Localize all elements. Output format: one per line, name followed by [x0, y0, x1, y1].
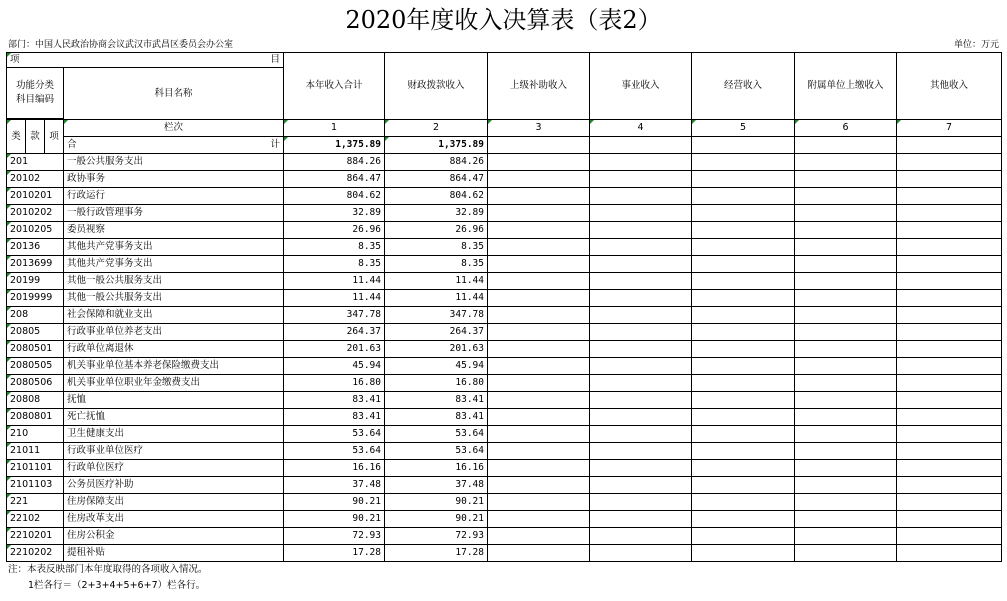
- header-row-lanci: [7, 120, 1002, 137]
- row-value-col-7: [897, 307, 1002, 324]
- row-value-col-4: [590, 154, 692, 171]
- row-name: 其他一般公共服务支出: [64, 290, 284, 307]
- row-value-col-3: [488, 256, 590, 273]
- colnum-7: 7: [897, 120, 1002, 137]
- row-value-col-7: [897, 188, 1002, 205]
- row-name: 死亡抚恤: [64, 409, 284, 426]
- row-value-col-2: 16.80: [385, 375, 488, 392]
- row-value-col-6: [795, 290, 897, 307]
- row-code: 2101101: [7, 460, 64, 477]
- row-value-col-1: 264.37: [284, 324, 385, 341]
- row-value-col-7: [897, 528, 1002, 545]
- row-value-col-6: [795, 426, 897, 443]
- row-code: 20102: [7, 171, 64, 188]
- table-row: [7, 205, 1002, 222]
- row-code: 20808: [7, 392, 64, 409]
- row-value-col-1: 8.35: [284, 256, 385, 273]
- table-row: [7, 222, 1002, 239]
- table-row: [7, 171, 1002, 188]
- row-value-col-4: [590, 494, 692, 511]
- row-value-col-5: [692, 392, 795, 409]
- row-value-col-7: [897, 460, 1002, 477]
- row-value-col-5: [692, 341, 795, 358]
- row-value-col-3: [488, 324, 590, 341]
- row-value-col-4: [590, 273, 692, 290]
- row-value-col-2: 884.26: [385, 154, 488, 171]
- row-name: 其他一般公共服务支出: [64, 273, 284, 290]
- row-value-col-1: 53.64: [284, 443, 385, 460]
- row-value-col-6: [795, 154, 897, 171]
- header-col-6: 附属单位上缴收入: [795, 53, 897, 120]
- table-row: [7, 307, 1002, 324]
- row-code: 2010201: [7, 188, 64, 205]
- row-value-col-5: [692, 460, 795, 477]
- row-name: 住房公积金: [64, 528, 284, 545]
- row-value-col-6: [795, 460, 897, 477]
- row-value-col-7: [897, 171, 1002, 188]
- row-value-col-7: [897, 545, 1002, 562]
- row-value-col-1: 864.47: [284, 171, 385, 188]
- row-name: 行政单位医疗: [64, 460, 284, 477]
- row-value-col-5: [692, 511, 795, 528]
- row-value-col-2: 8.35: [385, 239, 488, 256]
- total-value-7: [897, 137, 1002, 154]
- row-value-col-2: 804.62: [385, 188, 488, 205]
- row-value-col-7: [897, 239, 1002, 256]
- row-value-col-7: [897, 392, 1002, 409]
- row-value-col-3: [488, 409, 590, 426]
- row-value-col-7: [897, 324, 1002, 341]
- row-value-col-3: [488, 222, 590, 239]
- row-value-col-6: [795, 171, 897, 188]
- row-value-col-6: [795, 545, 897, 562]
- table-row: [7, 256, 1002, 273]
- row-value-col-1: 201.63: [284, 341, 385, 358]
- row-value-col-3: [488, 494, 590, 511]
- total-value-6: [795, 137, 897, 154]
- row-value-col-3: [488, 188, 590, 205]
- header-lei-kuan-xiang: [7, 120, 64, 154]
- row-value-col-3: [488, 341, 590, 358]
- row-name: 机关事业单位基本养老保险缴费支出: [64, 358, 284, 375]
- row-value-col-6: [795, 256, 897, 273]
- row-value-col-7: [897, 256, 1002, 273]
- row-name: 住房保障支出: [64, 494, 284, 511]
- row-value-col-5: [692, 358, 795, 375]
- table-row: [7, 494, 1002, 511]
- row-value-col-1: 83.41: [284, 392, 385, 409]
- row-value-col-3: [488, 290, 590, 307]
- row-value-col-2: 864.47: [385, 171, 488, 188]
- row-value-col-3: [488, 528, 590, 545]
- row-value-col-4: [590, 307, 692, 324]
- row-value-col-3: [488, 375, 590, 392]
- row-code: 20136: [7, 239, 64, 256]
- total-value-4: [590, 137, 692, 154]
- row-value-col-3: [488, 358, 590, 375]
- row-value-col-7: [897, 375, 1002, 392]
- row-name: 行政运行: [64, 188, 284, 205]
- row-value-col-7: [897, 222, 1002, 239]
- header-col-1: 本年收入合计: [284, 53, 385, 120]
- row-value-col-1: 53.64: [284, 426, 385, 443]
- row-value-col-7: [897, 290, 1002, 307]
- row-name: 行政单位离退休: [64, 341, 284, 358]
- row-value-col-5: [692, 545, 795, 562]
- row-name: 住房改革支出: [64, 511, 284, 528]
- row-name: 社会保障和就业支出: [64, 307, 284, 324]
- row-value-col-5: [692, 205, 795, 222]
- row-code: 2080801: [7, 409, 64, 426]
- notes: [8, 562, 208, 594]
- page-title: 2020年度收入决算表（表2）: [345, 6, 662, 34]
- row-value-col-6: [795, 375, 897, 392]
- row-value-col-7: [897, 273, 1002, 290]
- table-row: [7, 443, 1002, 460]
- row-value-col-4: [590, 256, 692, 273]
- row-value-col-5: [692, 324, 795, 341]
- row-code: 210: [7, 426, 64, 443]
- header-xiang: 项: [7, 53, 64, 68]
- row-value-col-4: [590, 222, 692, 239]
- row-value-col-3: [488, 545, 590, 562]
- total-label-cell: [64, 137, 284, 154]
- row-value-col-2: 17.28: [385, 545, 488, 562]
- total-row: [7, 137, 1002, 154]
- row-value-col-4: [590, 324, 692, 341]
- row-name: 其他共产党事务支出: [64, 256, 284, 273]
- table-row: [7, 409, 1002, 426]
- row-value-col-7: [897, 494, 1002, 511]
- row-value-col-1: 11.44: [284, 273, 385, 290]
- row-value-col-5: [692, 477, 795, 494]
- row-value-col-4: [590, 188, 692, 205]
- header-xiang2: 项: [49, 131, 59, 142]
- total-value-3: [488, 137, 590, 154]
- row-value-col-2: 32.89: [385, 205, 488, 222]
- row-code: 208: [7, 307, 64, 324]
- row-value-col-3: [488, 273, 590, 290]
- row-code: 2080505: [7, 358, 64, 375]
- row-value-col-3: [488, 171, 590, 188]
- row-name: 一般行政管理事务: [64, 205, 284, 222]
- row-value-col-5: [692, 188, 795, 205]
- row-value-col-4: [590, 545, 692, 562]
- row-value-col-3: [488, 477, 590, 494]
- row-value-col-5: [692, 290, 795, 307]
- row-value-col-4: [590, 392, 692, 409]
- note-line-1: 注：本表反映部门本年度取得的各项收入情况。: [8, 564, 208, 575]
- row-value-col-5: [692, 256, 795, 273]
- note-line-2: 1栏各行＝（2+3+4+5+6+7）栏各行。: [28, 580, 206, 591]
- table-row: [7, 528, 1002, 545]
- row-value-col-5: [692, 426, 795, 443]
- row-code: 2101103: [7, 477, 64, 494]
- row-value-col-2: 53.64: [385, 426, 488, 443]
- income-table: [6, 52, 1002, 562]
- row-value-col-6: [795, 409, 897, 426]
- row-value-col-2: 8.35: [385, 256, 488, 273]
- row-value-col-5: [692, 375, 795, 392]
- header-row-xiangmu: [7, 53, 1002, 68]
- row-name: 机关事业单位职业年金缴费支出: [64, 375, 284, 392]
- header-func-code: 功能分类 科目编码: [7, 68, 64, 119]
- row-value-col-3: [488, 443, 590, 460]
- row-value-col-7: [897, 443, 1002, 460]
- row-value-col-5: [692, 273, 795, 290]
- header-kuan: 款: [26, 120, 45, 153]
- row-value-col-4: [590, 239, 692, 256]
- row-code: 20805: [7, 324, 64, 341]
- row-code: 2080501: [7, 341, 64, 358]
- row-code: 2013699: [7, 256, 64, 273]
- row-value-col-2: 16.16: [385, 460, 488, 477]
- total-right-label: 计: [270, 139, 280, 150]
- table-row: [7, 477, 1002, 494]
- row-value-col-2: 53.64: [385, 443, 488, 460]
- row-value-col-7: [897, 154, 1002, 171]
- row-value-col-6: [795, 341, 897, 358]
- row-value-col-1: 11.44: [284, 290, 385, 307]
- row-value-col-2: 83.41: [385, 392, 488, 409]
- row-value-col-5: [692, 239, 795, 256]
- table-row: [7, 460, 1002, 477]
- row-value-col-5: [692, 154, 795, 171]
- row-value-col-7: [897, 426, 1002, 443]
- row-value-col-4: [590, 477, 692, 494]
- row-value-col-3: [488, 392, 590, 409]
- colnum-4: 4: [590, 120, 692, 137]
- row-code: 2010205: [7, 222, 64, 239]
- row-value-col-1: 45.94: [284, 358, 385, 375]
- header-mu: 目: [64, 53, 284, 68]
- table-row: [7, 375, 1002, 392]
- row-value-col-3: [488, 239, 590, 256]
- row-value-col-1: 804.62: [284, 188, 385, 205]
- row-name: 政协事务: [64, 171, 284, 188]
- row-value-col-1: 83.41: [284, 409, 385, 426]
- row-value-col-4: [590, 205, 692, 222]
- row-value-col-7: [897, 477, 1002, 494]
- row-code: 2210201: [7, 528, 64, 545]
- row-value-col-7: [897, 341, 1002, 358]
- row-value-col-1: 8.35: [284, 239, 385, 256]
- row-value-col-6: [795, 528, 897, 545]
- row-value-col-6: [795, 358, 897, 375]
- row-value-col-3: [488, 511, 590, 528]
- row-name: 提租补贴: [64, 545, 284, 562]
- row-value-col-1: 16.16: [284, 460, 385, 477]
- row-value-col-4: [590, 443, 692, 460]
- row-code: 2080506: [7, 375, 64, 392]
- row-code: 21011: [7, 443, 64, 460]
- row-value-col-1: 90.21: [284, 511, 385, 528]
- header-col-5: 经营收入: [692, 53, 795, 120]
- header-subject-name: 科目名称: [64, 68, 284, 120]
- unit-label: 单位：万元: [953, 40, 999, 50]
- total-value-1: 1,375.89: [284, 137, 385, 154]
- row-value-col-6: [795, 392, 897, 409]
- row-value-col-2: 201.63: [385, 341, 488, 358]
- header-col-2: 财政拨款收入: [385, 53, 488, 120]
- header-col-4: 事业收入: [590, 53, 692, 120]
- row-value-col-4: [590, 290, 692, 307]
- row-value-col-2: 26.96: [385, 222, 488, 239]
- row-value-col-7: [897, 205, 1002, 222]
- row-value-col-3: [488, 154, 590, 171]
- row-value-col-2: 264.37: [385, 324, 488, 341]
- table-row: [7, 358, 1002, 375]
- row-value-col-6: [795, 239, 897, 256]
- table-row: [7, 341, 1002, 358]
- row-value-col-1: 37.48: [284, 477, 385, 494]
- row-value-col-6: [795, 494, 897, 511]
- table-row: [7, 545, 1002, 562]
- row-value-col-5: [692, 443, 795, 460]
- row-value-col-5: [692, 222, 795, 239]
- table-row: [7, 154, 1002, 171]
- row-value-col-4: [590, 511, 692, 528]
- row-code: 2010202: [7, 205, 64, 222]
- row-value-col-2: 11.44: [385, 290, 488, 307]
- row-value-col-3: [488, 205, 590, 222]
- row-value-col-3: [488, 426, 590, 443]
- row-value-col-4: [590, 426, 692, 443]
- table-row: [7, 239, 1002, 256]
- row-value-col-4: [590, 375, 692, 392]
- row-code: 20199: [7, 273, 64, 290]
- row-value-col-2: 11.44: [385, 273, 488, 290]
- table-row: [7, 324, 1002, 341]
- row-name: 公务员医疗补助: [64, 477, 284, 494]
- row-name: 行政事业单位医疗: [64, 443, 284, 460]
- header-lei: 类: [7, 120, 26, 153]
- row-value-col-2: 72.93: [385, 528, 488, 545]
- row-value-col-2: 37.48: [385, 477, 488, 494]
- row-value-col-4: [590, 341, 692, 358]
- colnum-1: 1: [284, 120, 385, 137]
- row-name: 委员视察: [64, 222, 284, 239]
- row-value-col-2: 45.94: [385, 358, 488, 375]
- colnum-5: 5: [692, 120, 795, 137]
- table-row: [7, 188, 1002, 205]
- table-row: [7, 290, 1002, 307]
- row-value-col-3: [488, 307, 590, 324]
- row-value-col-1: 347.78: [284, 307, 385, 324]
- row-name: 卫生健康支出: [64, 426, 284, 443]
- colnum-2: 2: [385, 120, 488, 137]
- row-value-col-1: 90.21: [284, 494, 385, 511]
- row-value-col-1: 32.89: [284, 205, 385, 222]
- row-code: 2019999: [7, 290, 64, 307]
- row-value-col-6: [795, 273, 897, 290]
- row-value-col-4: [590, 171, 692, 188]
- row-value-col-6: [795, 307, 897, 324]
- row-value-col-4: [590, 460, 692, 477]
- row-value-col-4: [590, 528, 692, 545]
- row-value-col-5: [692, 171, 795, 188]
- row-value-col-1: 26.96: [284, 222, 385, 239]
- row-value-col-3: [488, 460, 590, 477]
- row-value-col-5: [692, 494, 795, 511]
- table-row: [7, 273, 1002, 290]
- table-row: [7, 392, 1002, 409]
- row-value-col-5: [692, 307, 795, 324]
- row-value-col-5: [692, 409, 795, 426]
- total-left-label: 合: [67, 139, 77, 150]
- table-row: [7, 511, 1002, 528]
- row-value-col-6: [795, 222, 897, 239]
- department-label: 部门：中国人民政治协商会议武汉市武昌区委员会办公室: [8, 40, 234, 50]
- row-name: 抚恤: [64, 392, 284, 409]
- row-value-col-5: [692, 528, 795, 545]
- row-value-col-6: [795, 205, 897, 222]
- row-value-col-2: 347.78: [385, 307, 488, 324]
- colnum-3: 3: [488, 120, 590, 137]
- row-code: 2210202: [7, 545, 64, 562]
- row-value-col-4: [590, 358, 692, 375]
- row-value-col-1: 16.80: [284, 375, 385, 392]
- row-name: 一般公共服务支出: [64, 154, 284, 171]
- row-code: 201: [7, 154, 64, 171]
- row-value-col-6: [795, 443, 897, 460]
- row-value-col-6: [795, 188, 897, 205]
- row-name: 其他共产党事务支出: [64, 239, 284, 256]
- total-value-5: [692, 137, 795, 154]
- header-col-3: 上级补助收入: [488, 53, 590, 120]
- row-value-col-6: [795, 324, 897, 341]
- total-value-2: 1,375.89: [385, 137, 488, 154]
- row-value-col-2: 83.41: [385, 409, 488, 426]
- table-row: [7, 426, 1002, 443]
- header-col-7: 其他收入: [897, 53, 1002, 120]
- row-value-col-2: 90.21: [385, 511, 488, 528]
- row-name: 行政事业单位养老支出: [64, 324, 284, 341]
- row-value-col-1: 17.28: [284, 545, 385, 562]
- row-value-col-1: 72.93: [284, 528, 385, 545]
- row-code: 22102: [7, 511, 64, 528]
- row-value-col-6: [795, 511, 897, 528]
- row-value-col-2: 90.21: [385, 494, 488, 511]
- row-value-col-4: [590, 409, 692, 426]
- header-lanci: 栏次: [64, 120, 284, 137]
- row-value-col-7: [897, 511, 1002, 528]
- row-value-col-6: [795, 477, 897, 494]
- row-code: 221: [7, 494, 64, 511]
- row-value-col-7: [897, 358, 1002, 375]
- row-value-col-7: [897, 409, 1002, 426]
- row-value-col-1: 884.26: [284, 154, 385, 171]
- colnum-6: 6: [795, 120, 897, 137]
